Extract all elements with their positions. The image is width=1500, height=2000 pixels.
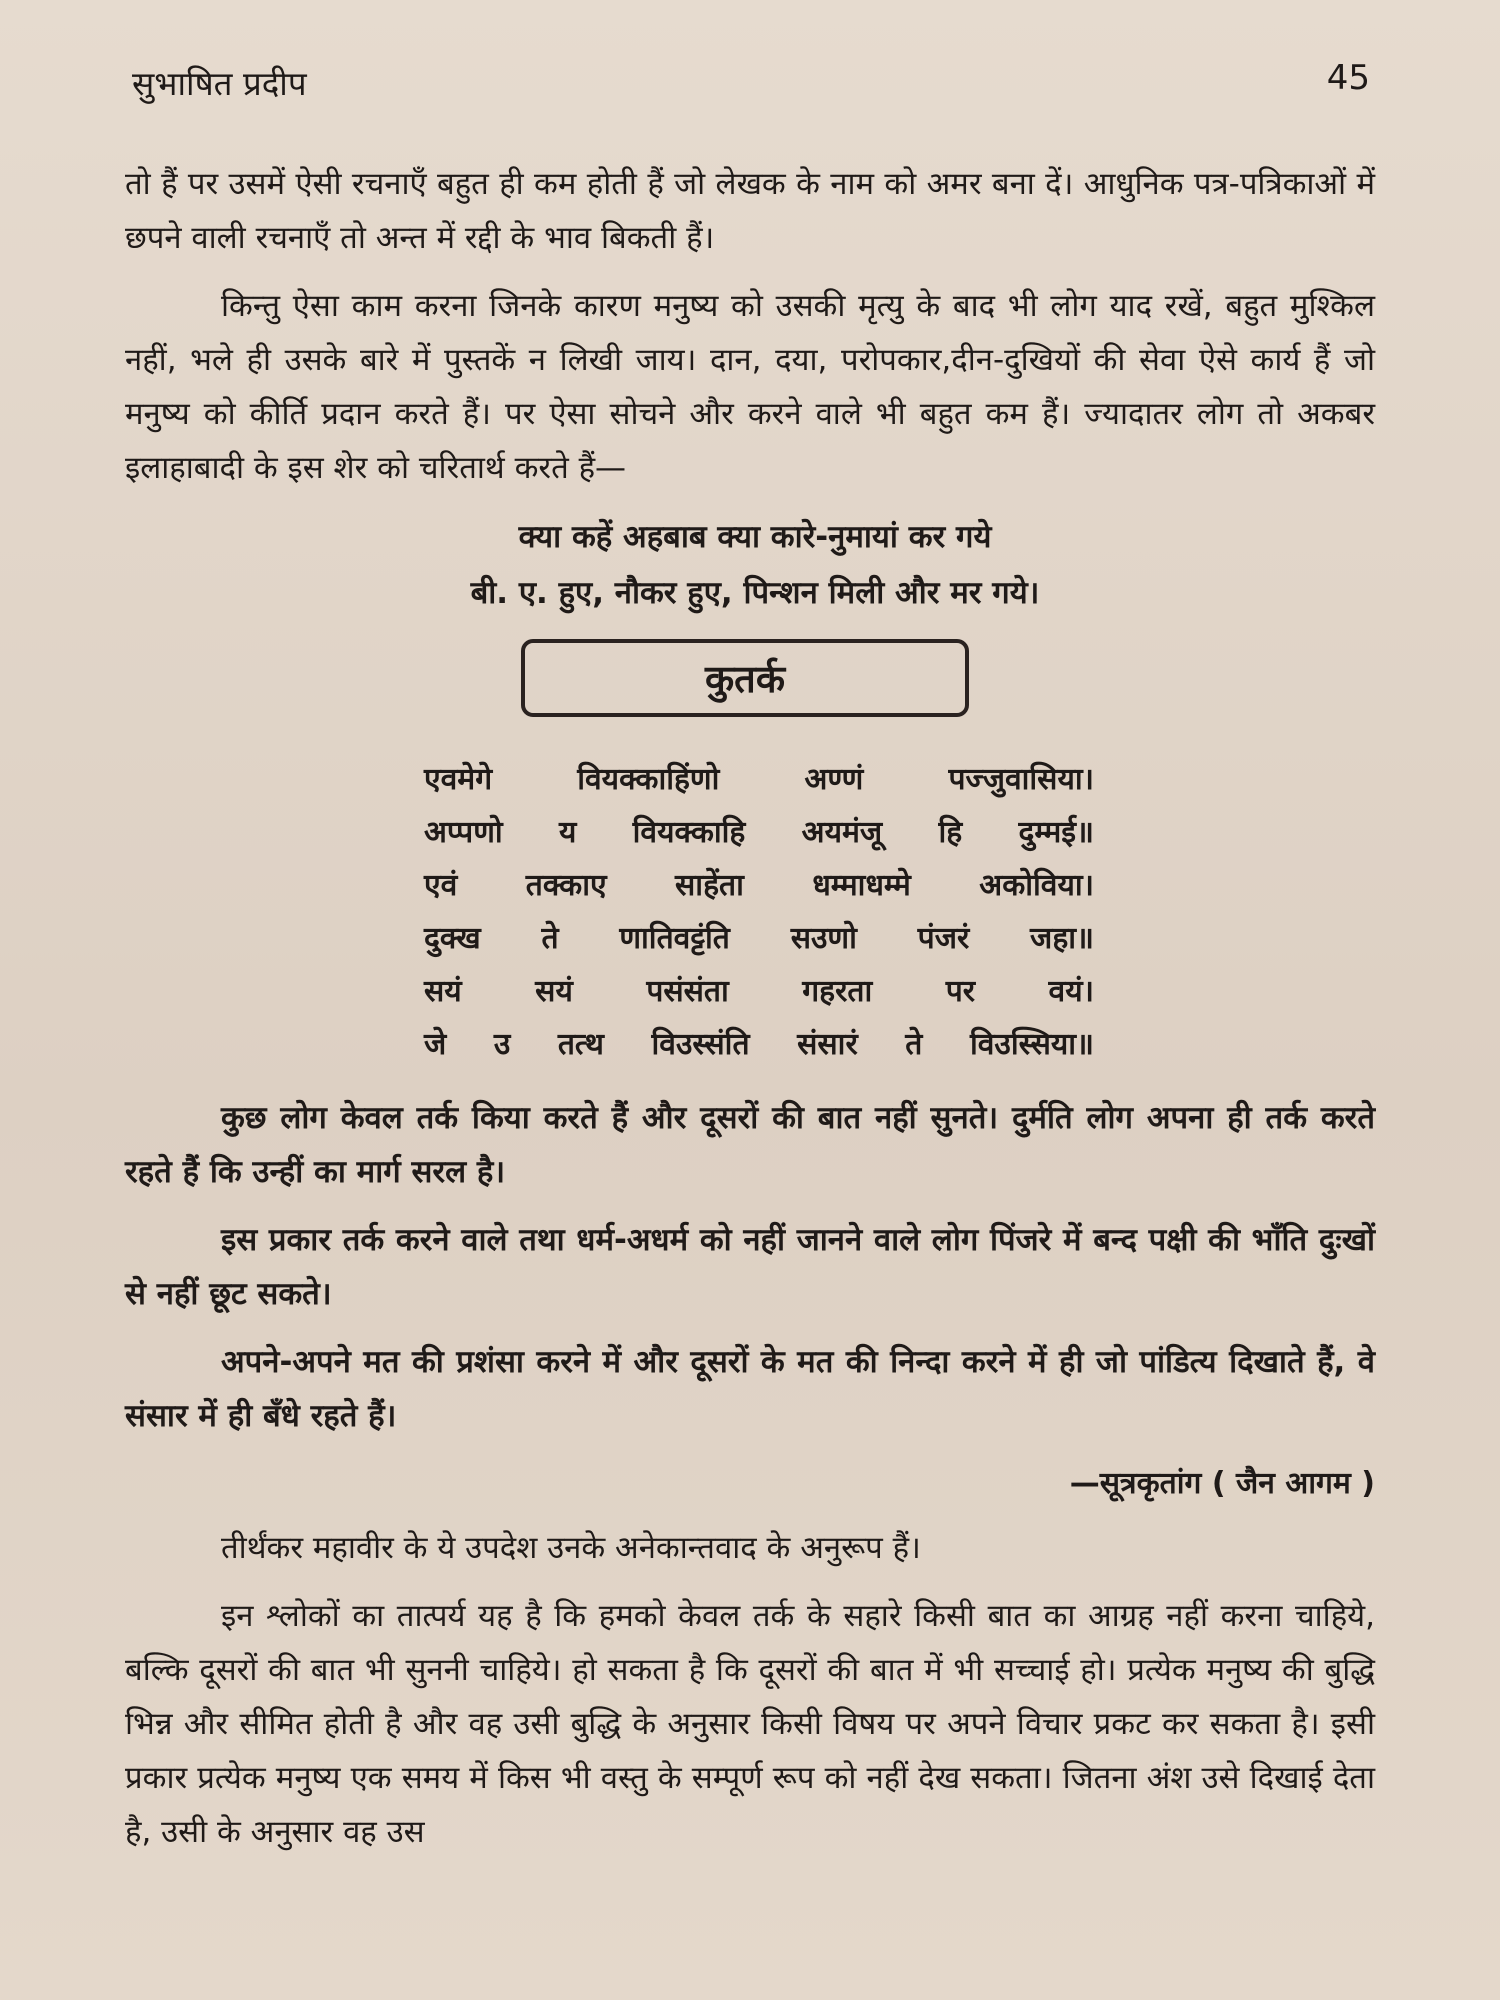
meaning-paragraph-2: इस प्रकार तर्क करने वाले तथा धर्म-अधर्म को नहीं जानने वाले लोग पिंजरे में बन्द पक्षी की भाँति दुःखों से नहीं छूट सकते। <box>125 1222 1375 1312</box>
verse-line-3: एवं तक्काए साहेंता धम्माधम्मे अकोविया। <box>424 868 1094 903</box>
page-number: 45 <box>1326 58 1370 98</box>
verse-line-6: जे उ तत्थ विउस्संति संसारं ते विउस्सिया॥ <box>424 1027 1094 1062</box>
page-header <box>128 56 1372 106</box>
paragraph-explanation: इन श्लोकों का तात्पर्य यह है कि हमको केवल तर्क के सहारे किसी बात का आग्रह नहीं करना चाहिये, बल्कि दूसरों की बात भी सुननी चाहिये। हो सकता है कि दूसरों की बात में भी सच्चाई हो। प्रत्येक मनुष्य की बुद्धि भिन्न और सीमित होती है और वह उसी बुद्धि के अनुसार किसी विषय पर अपने विचार प्रकट कर सकता है। इसी प्रकार प्रत्येक मनुष्य एक समय में किस भी वस्तु के सम्पूर्ण रूप को नहीं देख सकता। जितना अंश उसे दिखाई देता है, उसी के अनुसार वह उस <box>125 1598 1375 1850</box>
page-body <box>125 157 1375 1873</box>
verse-line-1: एवमेगे वियक्काहिंणो अण्णं पज्जुवासिया। <box>424 762 1094 797</box>
shayari-couplet <box>125 509 1375 621</box>
section-heading-wrap <box>125 639 1375 735</box>
book-title: सुभाषित प्रदीप <box>132 64 307 103</box>
section-heading: कुतर्क <box>521 639 969 717</box>
meaning-paragraph-3: अपने-अपने मत की प्रशंसा करने में और दूसरों के मत की निन्दा करने में ही जो पांडित्य दिखाते हैं, वे संसार में ही बँधे रहते हैं। <box>125 1344 1375 1434</box>
shayari-line-2: बी. ए. हुए, नौकर हुए, पिन्शन मिली और मर गये। <box>470 575 1040 611</box>
prakrit-verses <box>406 753 1094 1071</box>
paragraph-fame: किन्तु ऐसा काम करना जिनके कारण मनुष्य को उसकी मृत्यु के बाद भी लोग याद रखें, बहुत मुश्किल नहीं, भले ही उसके बारे में पुस्तकें न लिखी जाय। दान, दया, परोपकार,दीन-दुखियों की सेवा ऐसे कार्य हैं जो मनुष्य को कीर्ति प्रदान करते हैं। पर ऐसा सोचने और करने वाले भी बहुत कम हैं। ज्यादातर लोग तो अकबर इलाहाबादी के इस शेर को चरितार्थ करते हैं— <box>125 288 1375 486</box>
verse-line-5: सयं सयं पसंसंता गहरता पर वयं। <box>424 974 1094 1009</box>
source-citation: —सूत्रकृतांग ( जैन आगम ) <box>1069 1466 1375 1501</box>
verse-line-4: दुक्ख ते णातिवट्टंति सउणो पंजरं जहा॥ <box>424 921 1094 956</box>
verse-line-2: अप्पणो य वियक्काहि अयमंजू हि दुम्मई॥ <box>424 815 1094 850</box>
meaning-paragraph-1: कुछ लोग केवल तर्क किया करते हैं और दूसरों की बात नहीं सुनते। दुर्मति लोग अपना ही तर्क करते रहते हैं कि उन्हीं का मार्ग सरल है। <box>125 1100 1375 1190</box>
shayari-line-1: क्या कहें अहबाब क्या कारे-नुमायां कर गये <box>518 519 992 555</box>
paragraph-intro: तो हैं पर उसमें ऐसी रचनाएँ बहुत ही कम होती हैं जो लेखक के नाम को अमर बना दें। आधुनिक पत्र-पत्रिकाओं में छपने वाली रचनाएँ तो अन्त में रद्दी के भाव बिकती हैं। <box>125 166 1375 256</box>
paragraph-mahavir: तीर्थंकर महावीर के ये उपदेश उनके अनेकान्तवाद के अनुरूप हैं। <box>221 1530 921 1566</box>
